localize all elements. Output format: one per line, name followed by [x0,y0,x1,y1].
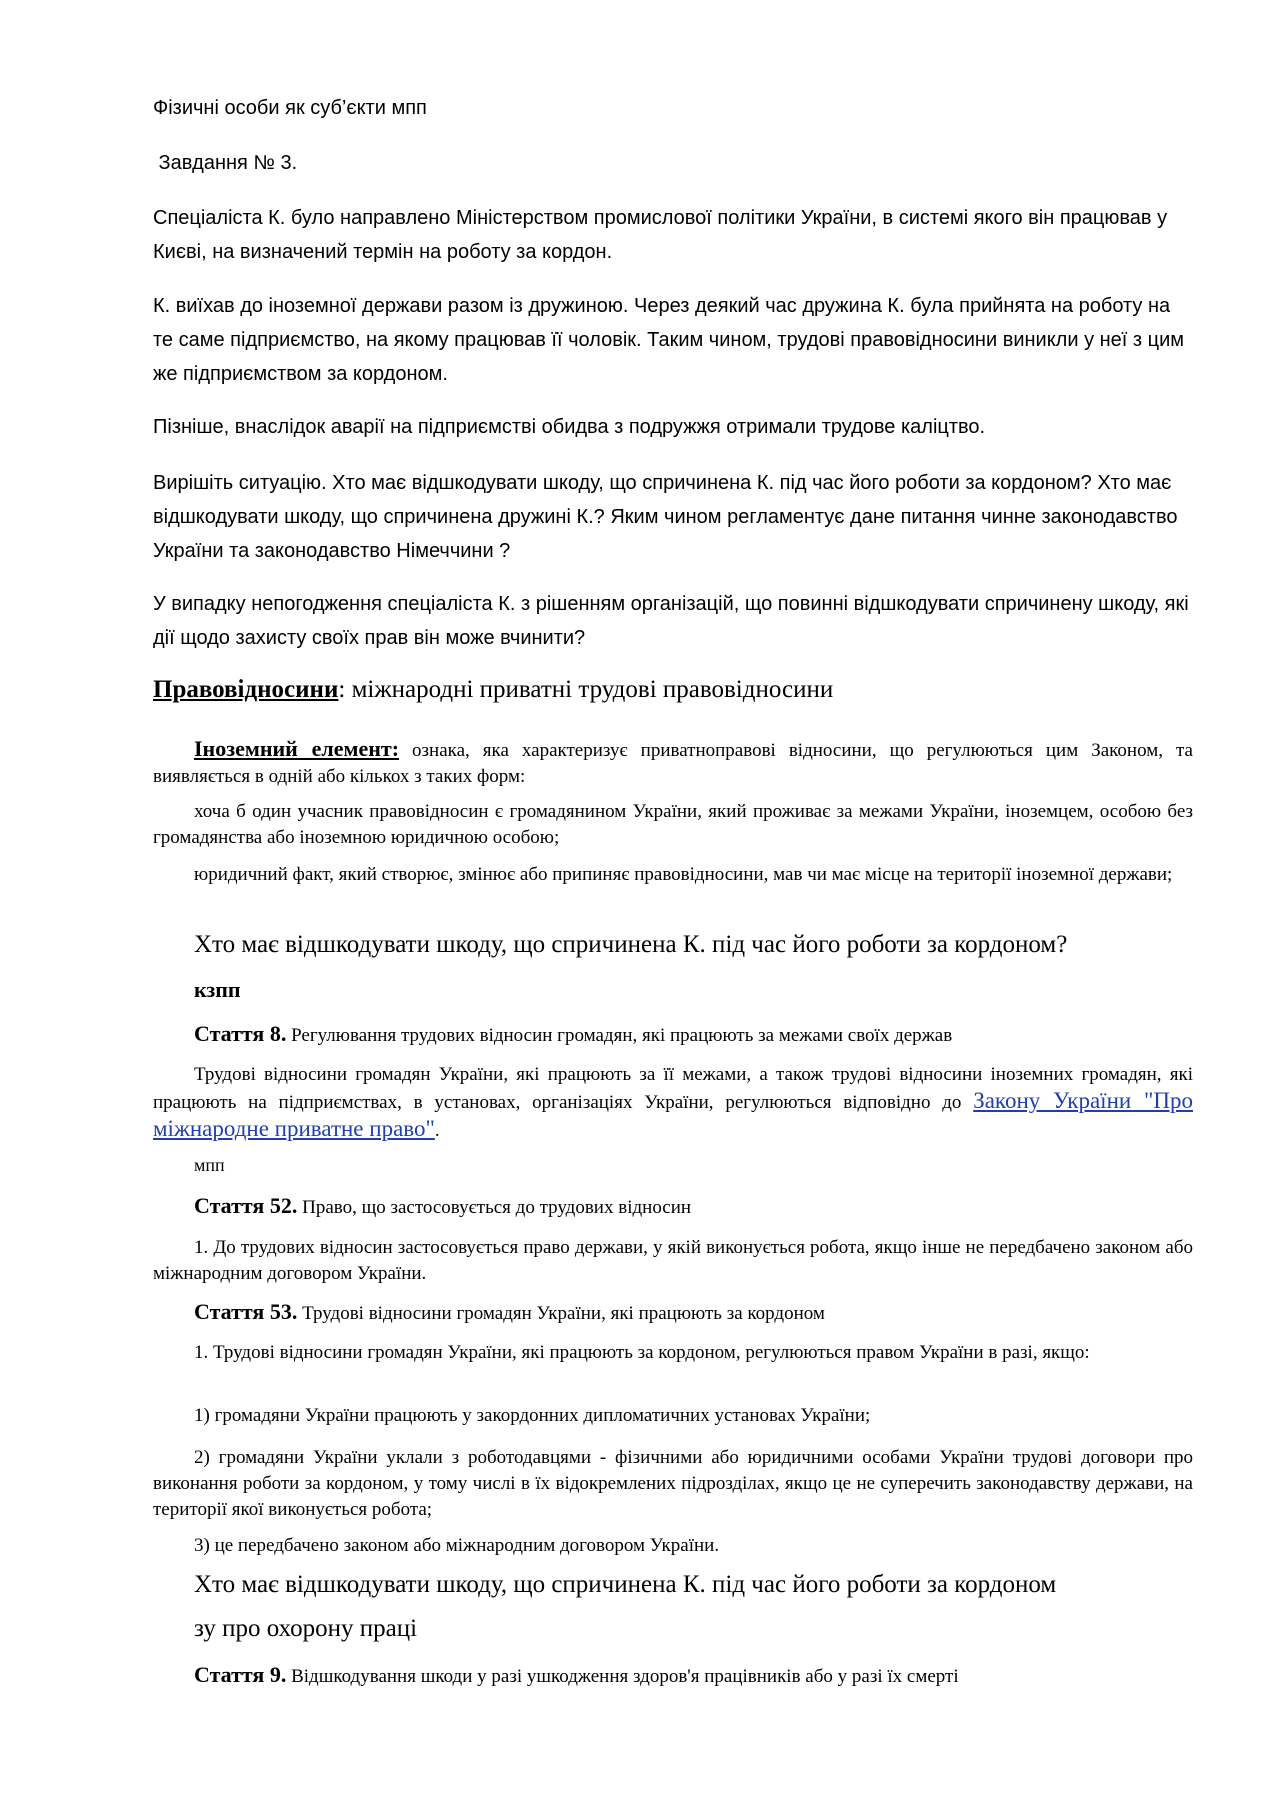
foreign-element-form-1: хоча б один учасник правовідносин є громадянином України, який проживає за межами України, іноземцем, особою без громадянства або іноземною юридичною особою; [153,801,1193,848]
article-52-text: 1. До трудових відносин застосовується право держави, у якій виконується робота, якщо інше не передбачено законом або міжнародним договором України. [153,1237,1193,1284]
article-9-heading [153,1662,1193,1690]
task-paragraph-4: Вирішіть ситуацію. Хто має відшкодувати шкоду, що спричинена К. під час його роботи за кордоном? Хто має відшкодувати шкоду, що спричинена дружині К.? Яким чином регламентує дане питання чинне законодавство України та законодавство Німеччини ? [153,472,1178,562]
law-link[interactable]: Закону України "Про міжнародне приватне право" [153,1088,1193,1141]
article-52-label: Стаття 52. [194,1193,298,1218]
foreign-element-form-2: юридичний факт, який створює, змінює або припиняє правовідносини, мав чи має місце на території іноземної держави; [194,864,1173,885]
question-heading-2: Хто має відшкодувати шкоду, що спричинена К. під час його роботи за кордоном [194,1571,1057,1598]
task-paragraph-3: Пізніше, внаслідок аварії на підприємстві обидва з подружжя отримали трудове каліцтво. [153,416,986,438]
article-8-end: . [434,1120,440,1141]
task-paragraph-2: К. виїхав до іноземної держави разом із дружиною. Через деякий час дружина К. була прийнята на роботу на те саме підприємство, на якому працював її чоловік. Таким чином, трудові правовідносини виникли у неї з цим же підприємством за кордоном. [153,295,1185,385]
legal-relations-label: Правовідносини [153,676,339,703]
article-53-label: Стаття 53. [194,1299,298,1324]
kzpp-heading: кзпп [194,977,241,1002]
article-9-title: Відшкодування шкоди у разі ушкодження здоров'я працівників або у разі їх смерті [286,1666,959,1687]
foreign-element-text: ознака, яка характеризує приватноправові відносини, що регулюються цим Законом, та виявляється в одній або кількох з таких форм: [153,740,1193,787]
foreign-element-label: Іноземний елемент: [194,736,400,761]
legal-relations-text: : міжнародні приватні трудові правовідносини [338,676,834,703]
question-heading-1: Хто має відшкодувати шкоду, що спричинена К. під час його роботи за кордоном? [194,931,1068,958]
article-8-title: Регулювання трудових відносин громадян, які працюють за межами своїх держав [286,1025,953,1046]
article-52-title: Право, що застосовується до трудових відносин [297,1197,692,1218]
task-number: Завдання № 3. [153,152,298,174]
foreign-element-paragraph [153,736,1193,790]
article-8-text [153,1062,1193,1144]
document-title: Фізичні особи як суб’єкти мпп [153,97,427,119]
article-53-item-2: 2) громадяни України уклали з роботодавцями - фізичними або юридичними особами України трудові договори про виконання роботи за кордоном, у тому числі в їх відокремлених підрозділах, якщо це не суперечить законодавству держави, на території якої виконується робота; [153,1447,1193,1520]
article-8-heading [153,1021,1193,1049]
labor-law-heading: зу про охорону праці [194,1615,418,1642]
task-paragraph-1: Спеціаліста К. було направлено Міністерством промислової політики України, в системі якого він працював у Києві, на визначений термін на роботу за кордон. [153,207,1168,263]
article-53-item-3: 3) це передбачено законом або міжнародним договором України. [194,1535,720,1556]
legal-relations-line [153,673,1193,707]
article-52-heading [153,1193,1193,1221]
article-8-body: Трудові відносини громадян України, які працюють за її межами, а також трудові відносини іноземних громадян, які працюють на підприємствах, в установах, організаціях України, регулюються відповідно до [153,1064,1193,1113]
article-53-part-1: 1. Трудові відносини громадян України, які працюють за кордоном, регулюються правом України в разі, якщо: [194,1342,1090,1363]
mpp-heading: мпп [194,1155,225,1175]
article-53-item-1: 1) громадяни України працюють у закордонних дипломатичних установах України; [194,1405,871,1426]
article-53-heading [153,1299,1193,1327]
article-8-label: Стаття 8. [194,1021,287,1046]
article-53-title: Трудові відносини громадян України, які працюють за кордоном [297,1303,825,1324]
task-paragraph-5: У випадку непогодження спеціаліста К. з рішенням організацій, що повинні відшкодувати спричинену шкоду, які дії щодо захисту своїх прав він може вчинити? [153,593,1189,649]
article-9-label: Стаття 9. [194,1662,287,1687]
